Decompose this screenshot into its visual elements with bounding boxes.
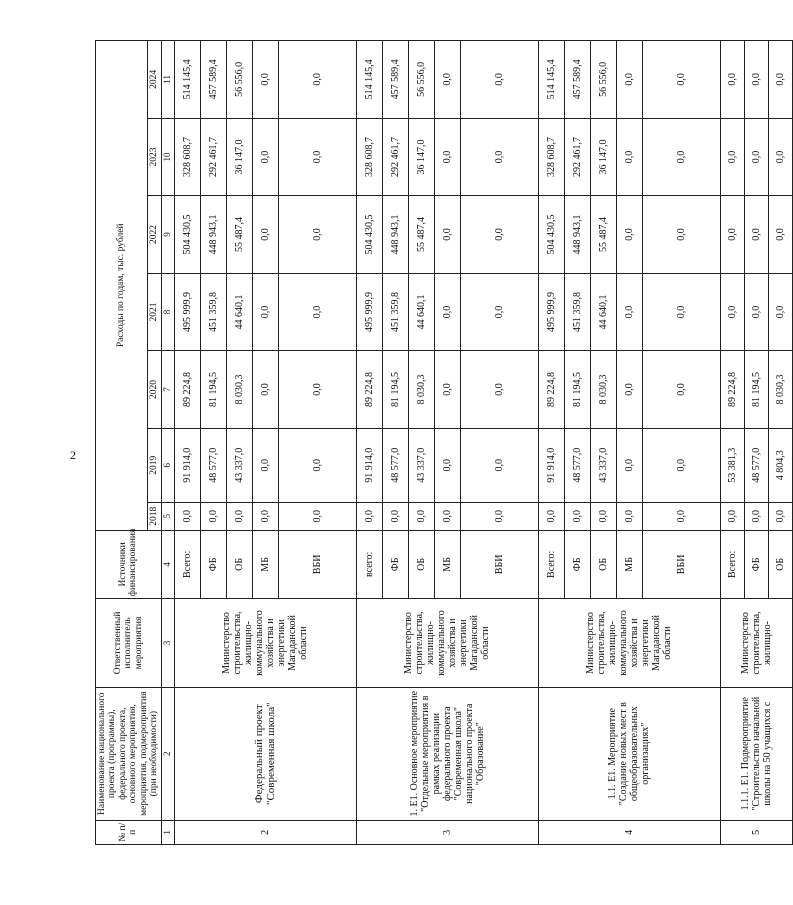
rotated-budget-table [95, 40, 786, 845]
column-number: 5 [161, 502, 174, 530]
expense-cell: 0,0 [252, 351, 278, 429]
expense-cell: 91 914,0 [174, 428, 200, 502]
expense-cell: 81 194,5 [200, 351, 226, 429]
funding-source: ФБ [744, 530, 768, 599]
expense-cell: 0,0 [616, 196, 642, 274]
expense-cell: 0,0 [278, 118, 356, 196]
item-name: 1.1. Е1. Мероприятие "Создание новых мест в общеобразовательных организациях" [538, 687, 720, 820]
funding-source: МБ [616, 530, 642, 599]
row-number: 3 [356, 820, 538, 844]
expense-cell: 0,0 [252, 118, 278, 196]
year-header: 2019 [148, 428, 161, 502]
expense-cell: 44 640,1 [226, 273, 252, 351]
column-number: 10 [161, 118, 174, 196]
expense-cell: 504 430,5 [356, 196, 382, 274]
funding-source: ВБИ [278, 530, 356, 599]
expense-cell: 457 589,4 [564, 41, 590, 119]
expense-cell: 0,0 [252, 41, 278, 119]
expense-cell: 0,0 [616, 118, 642, 196]
responsible-executor: Министерство строительства, жилищно- [720, 599, 792, 688]
expense-cell: 0,0 [278, 196, 356, 274]
expense-cell: 0,0 [460, 41, 538, 119]
column-number: 11 [161, 41, 174, 119]
expense-cell: 0,0 [200, 502, 226, 530]
expense-cell: 0,0 [434, 428, 460, 502]
expense-cell: 0,0 [744, 41, 768, 119]
funding-source: ОБ [768, 530, 792, 599]
expense-cell: 0,0 [616, 273, 642, 351]
expense-cell: 91 914,0 [356, 428, 382, 502]
funding-source: ВБИ [460, 530, 538, 599]
expense-cell: 448 943,1 [200, 196, 226, 274]
expense-cell: 81 194,5 [564, 351, 590, 429]
expense-cell: 0,0 [642, 41, 720, 119]
expense-cell: 0,0 [538, 502, 564, 530]
expense-cell: 0,0 [768, 196, 792, 274]
expense-cell: 0,0 [768, 41, 792, 119]
expense-cell: 0,0 [564, 502, 590, 530]
expense-cell: 457 589,4 [382, 41, 408, 119]
expense-cell: 292 461,7 [200, 118, 226, 196]
table-row [538, 41, 564, 845]
expense-cell: 0,0 [460, 196, 538, 274]
expense-cell: 0,0 [434, 351, 460, 429]
header-name: Наименование национального проекта (программы), федерального проекта, основного мероприятия, мероприятия, подмероприятия (при необходимости) [96, 687, 162, 820]
expense-cell: 328 608,7 [174, 118, 200, 196]
funding-source: ФБ [382, 530, 408, 599]
expense-cell: 457 589,4 [200, 41, 226, 119]
expense-cell: 514 145,4 [174, 41, 200, 119]
expense-cell: 0,0 [278, 428, 356, 502]
header-num: № п/п [96, 820, 162, 844]
expense-cell: 4 804,3 [768, 428, 792, 502]
expense-cell: 0,0 [382, 502, 408, 530]
row-number: 5 [720, 820, 792, 844]
expense-cell: 0,0 [356, 502, 382, 530]
expense-cell: 55 487,4 [590, 196, 616, 274]
expense-cell: 0,0 [616, 502, 642, 530]
expense-cell: 89 224,8 [538, 351, 564, 429]
expense-cell: 0,0 [434, 502, 460, 530]
expense-cell: 448 943,1 [382, 196, 408, 274]
expense-cell: 292 461,7 [382, 118, 408, 196]
expense-cell: 0,0 [434, 273, 460, 351]
expense-cell: 8 030,3 [590, 351, 616, 429]
expense-cell: 56 556,0 [226, 41, 252, 119]
column-number: 2 [161, 687, 174, 820]
budget-table [95, 40, 793, 845]
header-source: Источники финансирования [96, 530, 162, 599]
expense-cell: 0,0 [252, 428, 278, 502]
funding-source: Всего: [538, 530, 564, 599]
expense-cell: 0,0 [720, 502, 744, 530]
item-name: 1.1.1. Е1. Подмероприятие "Строительство начальной школы на 50 учащихся с [720, 687, 792, 820]
expense-cell: 89 224,8 [356, 351, 382, 429]
funding-source: ВБИ [642, 530, 720, 599]
year-header: 2018 [148, 502, 161, 530]
expense-cell: 0,0 [642, 196, 720, 274]
funding-source: МБ [434, 530, 460, 599]
expense-cell: 0,0 [252, 273, 278, 351]
expense-cell: 89 224,8 [174, 351, 200, 429]
expense-cell: 55 487,4 [226, 196, 252, 274]
expense-cell: 44 640,1 [408, 273, 434, 351]
funding-source: Всего: [720, 530, 744, 599]
page-number: 2 [70, 448, 76, 462]
expense-cell: 0,0 [768, 502, 792, 530]
expense-cell: 451 359,8 [564, 273, 590, 351]
expense-cell: 0,0 [278, 351, 356, 429]
expense-cell: 0,0 [174, 502, 200, 530]
year-header: 2022 [148, 196, 161, 274]
column-number: 9 [161, 196, 174, 274]
column-number: 7 [161, 351, 174, 429]
expense-cell: 0,0 [460, 502, 538, 530]
expense-cell: 55 487,4 [408, 196, 434, 274]
expense-cell: 53 381,3 [720, 428, 744, 502]
expense-cell: 328 608,7 [356, 118, 382, 196]
expense-cell: 0,0 [434, 118, 460, 196]
expense-cell: 495 999,9 [174, 273, 200, 351]
expense-cell: 0,0 [768, 273, 792, 351]
expense-cell: 36 147,0 [226, 118, 252, 196]
expense-cell: 514 145,4 [356, 41, 382, 119]
funding-source: ФБ [564, 530, 590, 599]
expense-cell: 0,0 [434, 41, 460, 119]
column-number: 6 [161, 428, 174, 502]
expense-cell: 0,0 [642, 502, 720, 530]
responsible-executor: Министерство строительства, жилищно-коммунального хозяйства и энергетики Магаданской области [174, 599, 356, 688]
expense-cell: 48 577,0 [200, 428, 226, 502]
expense-cell: 0,0 [744, 273, 768, 351]
expense-cell: 0,0 [434, 196, 460, 274]
expense-cell: 328 608,7 [538, 118, 564, 196]
expense-cell: 0,0 [642, 428, 720, 502]
expense-cell: 36 147,0 [590, 118, 616, 196]
responsible-executor: Министерство строительства, жилищно-коммунального хозяйства и энергетики Магаданской области [356, 599, 538, 688]
expense-cell: 56 556,0 [590, 41, 616, 119]
expense-cell: 8 030,3 [408, 351, 434, 429]
funding-source: ФБ [200, 530, 226, 599]
expense-cell: 0,0 [720, 118, 744, 196]
year-header: 2021 [148, 273, 161, 351]
header-expenses: Расходы по годам, тыс. рублей [96, 41, 148, 531]
funding-source: Всего: [174, 530, 200, 599]
expense-cell: 451 359,8 [382, 273, 408, 351]
expense-cell: 48 577,0 [382, 428, 408, 502]
expense-cell: 0,0 [720, 41, 744, 119]
responsible-executor: Министерство строительства, жилищно-коммунального хозяйства и энергетики Магаданской области [538, 599, 720, 688]
expense-cell: 0,0 [460, 273, 538, 351]
expense-cell: 0,0 [768, 118, 792, 196]
expense-cell: 0,0 [226, 502, 252, 530]
expense-cell: 81 194,5 [744, 351, 768, 429]
header-responsible: Ответственный исполнитель мероприятия [96, 599, 162, 688]
expense-cell: 0,0 [642, 118, 720, 196]
funding-source: ОБ [408, 530, 434, 599]
row-number: 4 [538, 820, 720, 844]
expense-cell: 0,0 [252, 196, 278, 274]
expense-cell: 0,0 [642, 273, 720, 351]
column-number: 4 [161, 530, 174, 599]
year-header: 2023 [148, 118, 161, 196]
expense-cell: 0,0 [720, 196, 744, 274]
expense-cell: 0,0 [616, 41, 642, 119]
expense-cell: 8 030,3 [768, 351, 792, 429]
expense-cell: 43 337,0 [590, 428, 616, 502]
expense-cell: 43 337,0 [226, 428, 252, 502]
expense-cell: 36 147,0 [408, 118, 434, 196]
year-header: 2024 [148, 41, 161, 119]
expense-cell: 0,0 [278, 502, 356, 530]
expense-cell: 0,0 [590, 502, 616, 530]
expense-cell: 514 145,4 [538, 41, 564, 119]
table-row [720, 41, 744, 845]
expense-cell: 56 556,0 [408, 41, 434, 119]
expense-cell: 0,0 [252, 502, 278, 530]
expense-cell: 448 943,1 [564, 196, 590, 274]
column-number: 1 [161, 820, 174, 844]
expense-cell: 8 030,3 [226, 351, 252, 429]
column-number: 8 [161, 273, 174, 351]
expense-cell: 0,0 [460, 118, 538, 196]
expense-cell: 0,0 [720, 273, 744, 351]
expense-cell: 91 914,0 [538, 428, 564, 502]
expense-cell: 504 430,5 [538, 196, 564, 274]
expense-cell: 0,0 [408, 502, 434, 530]
expense-cell: 81 194,5 [382, 351, 408, 429]
row-number: 2 [174, 820, 356, 844]
expense-cell: 451 359,8 [200, 273, 226, 351]
column-number: 3 [161, 599, 174, 688]
expense-cell: 504 430,5 [174, 196, 200, 274]
expense-cell: 89 224,8 [720, 351, 744, 429]
expense-cell: 0,0 [744, 118, 768, 196]
expense-cell: 48 577,0 [564, 428, 590, 502]
expense-cell: 495 999,9 [538, 273, 564, 351]
expense-cell: 48 577,0 [744, 428, 768, 502]
expense-cell: 0,0 [460, 428, 538, 502]
expense-cell: 43 337,0 [408, 428, 434, 502]
item-name: Федеральный проект "Современная школа" [174, 687, 356, 820]
expense-cell: 0,0 [616, 351, 642, 429]
expense-cell: 0,0 [642, 351, 720, 429]
table-row [174, 41, 200, 845]
item-name: 1. Е1. Основное мероприятие "Отдельные мероприятия в рамках реализации федерального проекта "Современная школа" национального проекта "Образование" [356, 687, 538, 820]
funding-source: МБ [252, 530, 278, 599]
expense-cell: 495 999,9 [356, 273, 382, 351]
expense-cell: 0,0 [278, 273, 356, 351]
expense-cell: 0,0 [616, 428, 642, 502]
expense-cell: 0,0 [278, 41, 356, 119]
expense-cell: 0,0 [460, 351, 538, 429]
expense-cell: 0,0 [744, 196, 768, 274]
year-header: 2020 [148, 351, 161, 429]
expense-cell: 44 640,1 [590, 273, 616, 351]
funding-source: ОБ [590, 530, 616, 599]
expense-cell: 292 461,7 [564, 118, 590, 196]
funding-source: ОБ [226, 530, 252, 599]
table-row [356, 41, 382, 845]
funding-source: всего: [356, 530, 382, 599]
expense-cell: 0,0 [744, 502, 768, 530]
